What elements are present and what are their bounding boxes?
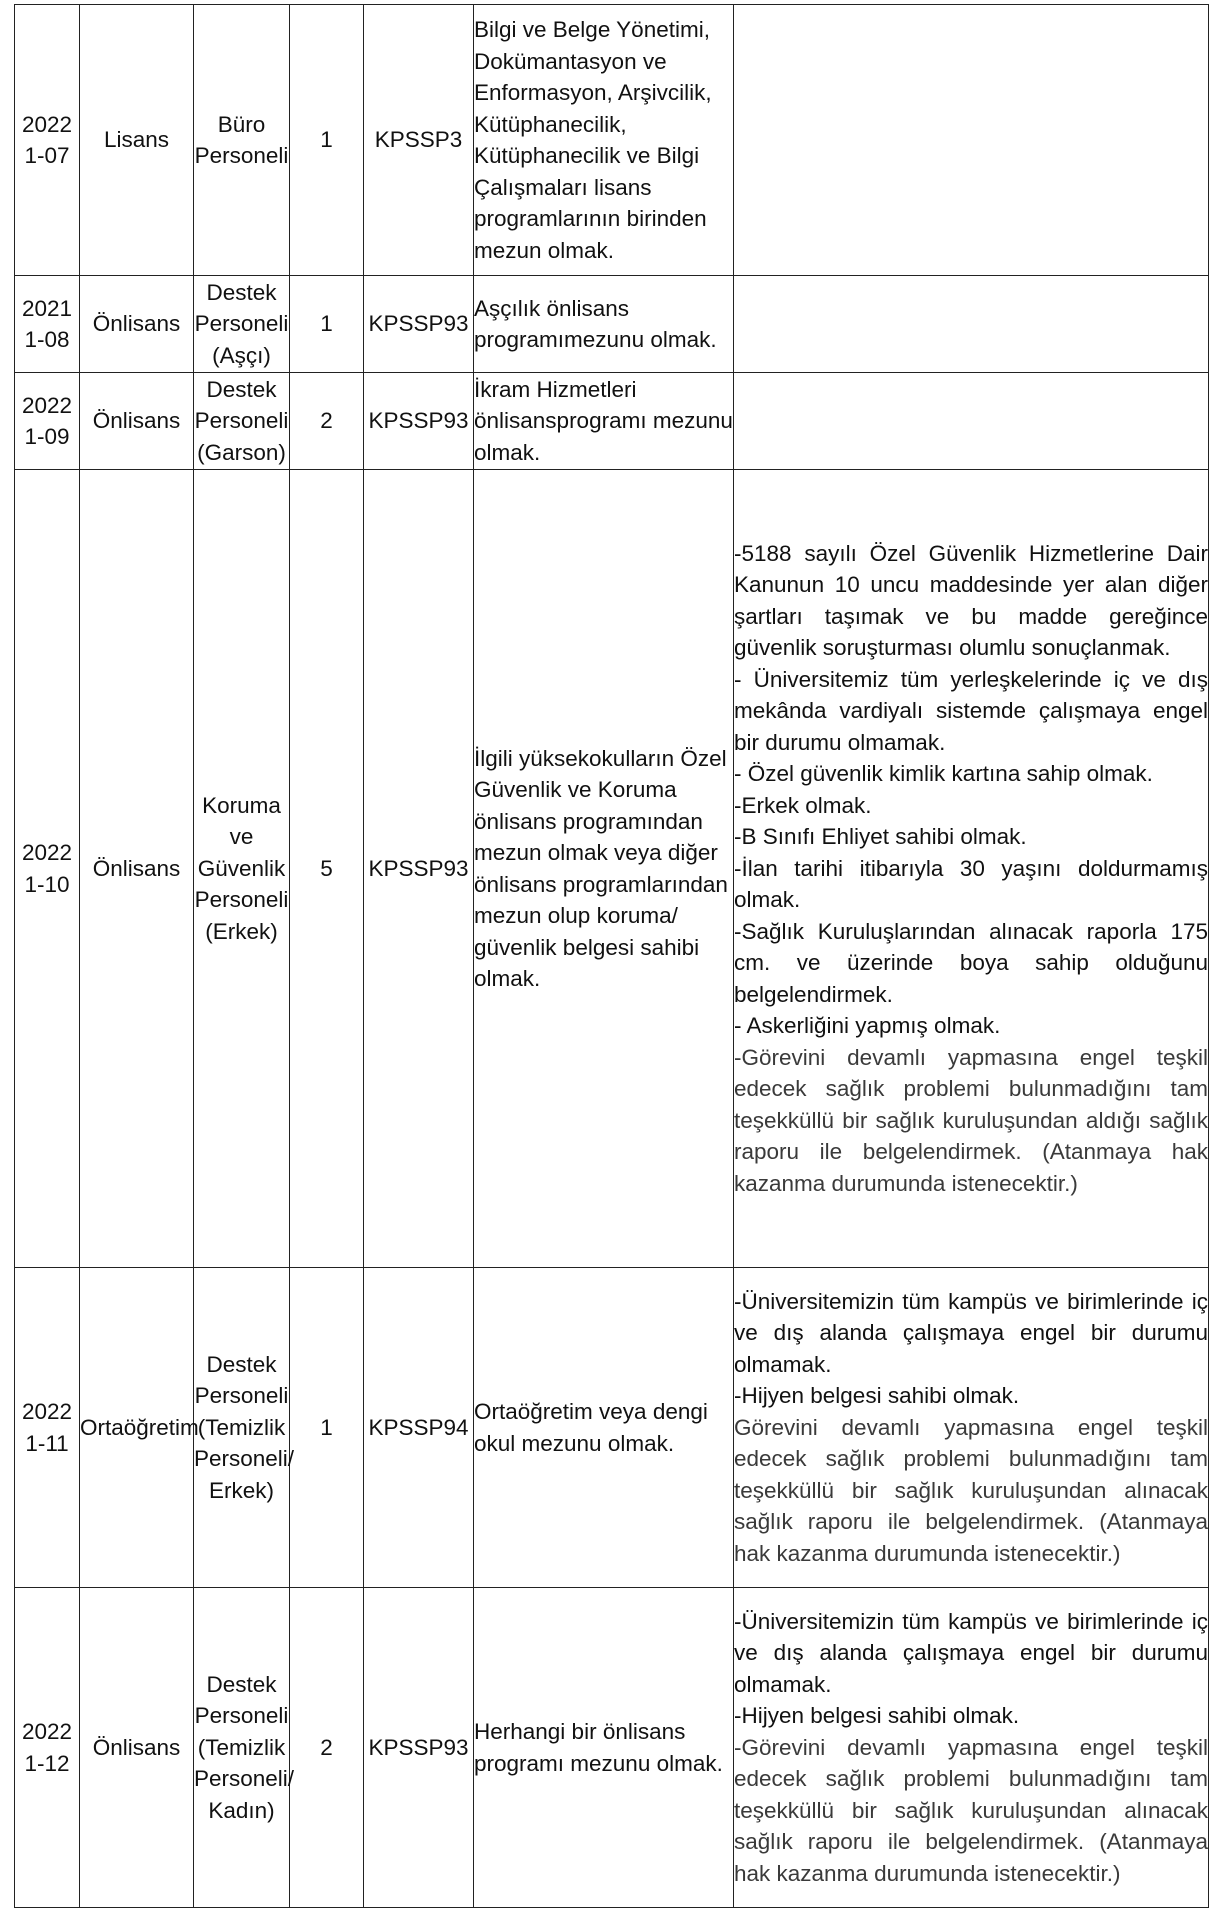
score-type-cell: KPSSP94 — [364, 1268, 474, 1588]
count-cell: 1 — [290, 5, 364, 276]
positions-table — [14, 4, 1209, 1908]
position-cell: Destek Personeli (Temizlik Personeli/ Erkek) — [194, 1268, 290, 1588]
education-cell: Önlisans — [80, 276, 194, 373]
qualification-cell: Herhangi bir önlisans programı mezunu olmak. — [474, 1588, 734, 1908]
qualification-cell: İlgili yüksekokulların Özel Güvenlik ve Koruma önlisans programından mezun olmak veya diğer önlisans programlarından mezun olup koruma/ güvenlik belgesi sahibi olmak. — [474, 470, 734, 1268]
count-cell: 2 — [290, 373, 364, 470]
table-row — [15, 1588, 1209, 1908]
requirement-item: -Görevini devamlı yapmasına engel teşkil edecek sağlık problemi bulunmadığını tam teşekküllü bir sağlık kuruluşundan aldığı sağlık raporu ile belgelendirmek. (Atanmaya hak kazanma durumunda istenecektir.) — [734, 1044, 1208, 1196]
education-cell: Ortaöğretim — [80, 1268, 194, 1588]
requirement-item: -Hijyen belgesi sahibi olmak. — [734, 1383, 1020, 1409]
code-cell: 2022 1-09 — [15, 373, 80, 470]
count-cell: 1 — [290, 276, 364, 373]
education-cell: Lisans — [80, 5, 194, 276]
score-type-cell: KPSSP93 — [364, 373, 474, 470]
requirement-item: -Sağlık Kuruluşlarından alınacak raporla 175 cm. ve üzerinde boya sahip olduğunu belgelendirmek. — [734, 918, 1208, 1007]
requirement-item: -Görevini devamlı yapmasına engel teşkil edecek sağlık problemi bulunmadığını tam teşekküllü bir sağlık kuruluşundan alınacak sağlık raporu ile belgelendirmek. (Atanmaya hak kazanma durumunda istenecektir.) — [734, 1734, 1208, 1886]
qualification-cell: İkram Hizmetleri önlisansprogramı mezunu olmak. — [474, 373, 734, 470]
table-row — [15, 5, 1209, 276]
requirements-cell — [734, 470, 1209, 1268]
code-cell: 2022 1-11 — [15, 1268, 80, 1588]
count-cell: 1 — [290, 1268, 364, 1588]
table-row — [15, 276, 1209, 373]
requirements-cell — [734, 1268, 1209, 1588]
requirement-item: -Üniversitemizin tüm kampüs ve birimlerinde iç ve dış alanda çalışmaya engel bir durumu olmamak. — [734, 1288, 1208, 1377]
score-type-cell: KPSSP93 — [364, 1588, 474, 1908]
position-cell: Destek Personeli (Temizlik Personeli/ Kadın) — [194, 1588, 290, 1908]
requirements-cell — [734, 1588, 1209, 1908]
requirements-cell — [734, 276, 1209, 373]
education-cell: Önlisans — [80, 373, 194, 470]
requirement-item: - Askerliğini yapmış olmak. — [734, 1013, 1001, 1039]
score-type-cell: KPSSP93 — [364, 276, 474, 373]
table-row — [15, 1268, 1209, 1588]
code-cell: 2022 1-10 — [15, 470, 80, 1268]
code-cell: 2021 1-08 — [15, 276, 80, 373]
requirements-cell — [734, 5, 1209, 276]
position-cell: Destek Personeli (Aşçı) — [194, 276, 290, 373]
requirement-item: Görevini devamlı yapmasına engel teşkil edecek sağlık problemi bulunmadığını tam teşekküllü bir sağlık kuruluşundan alınacak sağlık raporu ile belgelendirmek. (Atanmaya hak kazanma durumunda istenecektir.) — [734, 1414, 1208, 1566]
requirement-item: - Üniversitemiz tüm yerleşkelerinde iç ve dış mekânda vardiyalı sistemde çalışmaya engel bir durumu olmamak. — [734, 666, 1208, 755]
count-cell: 5 — [290, 470, 364, 1268]
position-cell: Destek Personeli (Garson) — [194, 373, 290, 470]
table-row — [15, 373, 1209, 470]
position-cell: Koruma ve Güvenlik Personeli (Erkek) — [194, 470, 290, 1268]
table-row — [15, 470, 1209, 1268]
score-type-cell: KPSSP93 — [364, 470, 474, 1268]
requirement-item: -Erkek olmak. — [734, 792, 872, 818]
qualification-cell: Ortaöğretim veya dengi okul mezunu olmak. — [474, 1268, 734, 1588]
score-type-cell: KPSSP3 — [364, 5, 474, 276]
requirement-item: -Hijyen belgesi sahibi olmak. — [734, 1703, 1020, 1729]
requirement-item: -İlan tarihi itibarıyla 30 yaşını doldurmamış olmak. — [734, 855, 1208, 913]
education-cell: Önlisans — [80, 1588, 194, 1908]
count-cell: 2 — [290, 1588, 364, 1908]
requirement-item: -B Sınıfı Ehliyet sahibi olmak. — [734, 824, 1027, 850]
requirements-cell — [734, 373, 1209, 470]
position-cell: Büro Personeli — [194, 5, 290, 276]
code-cell: 2022 1-12 — [15, 1588, 80, 1908]
qualification-cell: Aşçılık önlisans programımezunu olmak. — [474, 276, 734, 373]
qualification-cell: Bilgi ve Belge Yönetimi, Dokümantasyon ve Enformasyon, Arşivcilik, Kütüphanecilik, Kütüphanecilik ve Bilgi Çalışmaları lisans programlarının birinden mezun olmak. — [474, 5, 734, 276]
requirement-item: -Üniversitemizin tüm kampüs ve birimlerinde iç ve dış alanda çalışmaya engel bir durumu olmamak. — [734, 1608, 1208, 1697]
education-cell: Önlisans — [80, 470, 194, 1268]
code-cell: 2022 1-07 — [15, 5, 80, 276]
requirement-item: - Özel güvenlik kimlik kartına sahip olmak. — [734, 761, 1153, 787]
requirement-item: -5188 sayılı Özel Güvenlik Hizmetlerine Dair Kanunun 10 uncu maddesinde yer alan diğer şartları taşımak ve bu madde gereğince güvenlik soruşturması olumlu sonuçlanmak. — [734, 540, 1208, 661]
